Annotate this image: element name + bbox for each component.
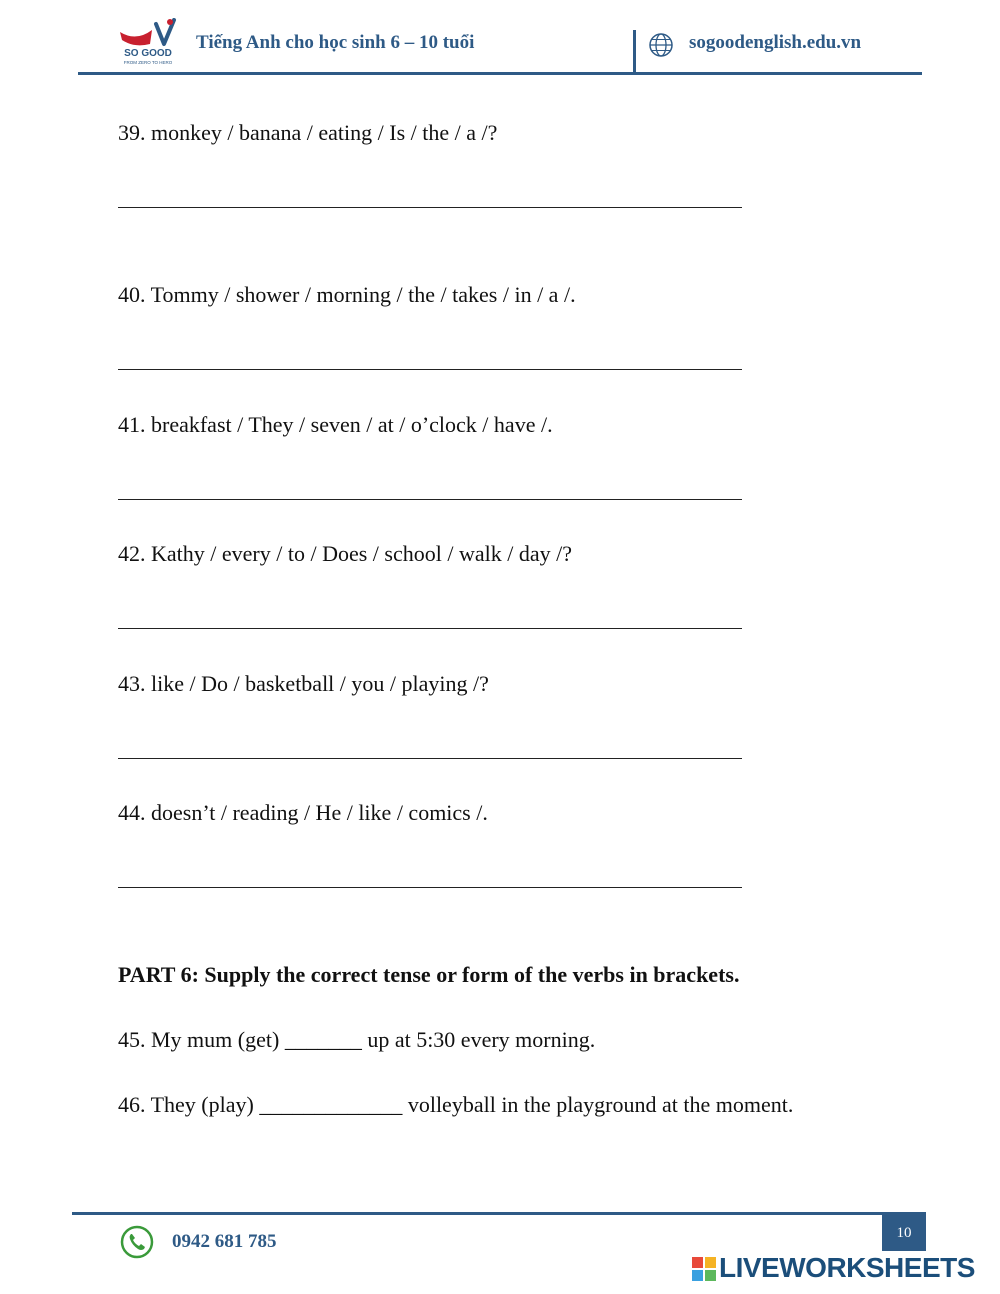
question-46: 46. They (play) _____________ volleyball in the playground at the moment. [118, 1092, 794, 1117]
answer-line-42[interactable] [118, 627, 742, 629]
answer-line-43[interactable] [118, 757, 742, 759]
answer-line-40[interactable] [118, 368, 742, 370]
part6-title: PART 6: Supply the correct tense or form of the verbs in brackets. [118, 962, 740, 987]
logo-text: SO GOOD [124, 48, 172, 59]
answer-line-39[interactable] [118, 206, 742, 208]
question-41: 41. breakfast / They / seven / at / o’clock / have /. [118, 412, 553, 437]
header-title: Tiếng Anh cho học sinh 6 – 10 tuổi [196, 32, 475, 53]
question-45: 45. My mum (get) _______ up at 5:30 every morning. [118, 1027, 596, 1052]
liveworksheets-logo-icon [692, 1257, 716, 1281]
question-39: 39. monkey / banana / eating / Is / the / a /? [118, 120, 498, 145]
liveworksheets-watermark: LIVEWORKSHEETS [719, 1252, 975, 1283]
answer-line-41[interactable] [118, 498, 742, 500]
footer-rule [72, 1212, 926, 1215]
phone-icon [120, 1225, 154, 1259]
page-number: 10 [882, 1215, 926, 1251]
header-rule [78, 72, 922, 75]
question-44: 44. doesn’t / reading / He / like / comics /. [118, 800, 488, 825]
answer-line-44[interactable] [118, 886, 742, 888]
globe-icon [648, 32, 674, 58]
question-43: 43. like / Do / basketball / you / playing /? [118, 671, 489, 696]
header-divider [633, 30, 636, 74]
question-40: 40. Tommy / shower / morning / the / takes / in / a /. [118, 282, 576, 307]
logo-subtext: FROM ZERO TO HERO [123, 60, 173, 65]
question-42: 42. Kathy / every / to / Does / school / walk / day /? [118, 541, 572, 566]
header-website: sogoodenglish.edu.vn [689, 32, 862, 53]
so-good-logo [116, 18, 180, 66]
footer-phone: 0942 681 785 [172, 1231, 277, 1252]
